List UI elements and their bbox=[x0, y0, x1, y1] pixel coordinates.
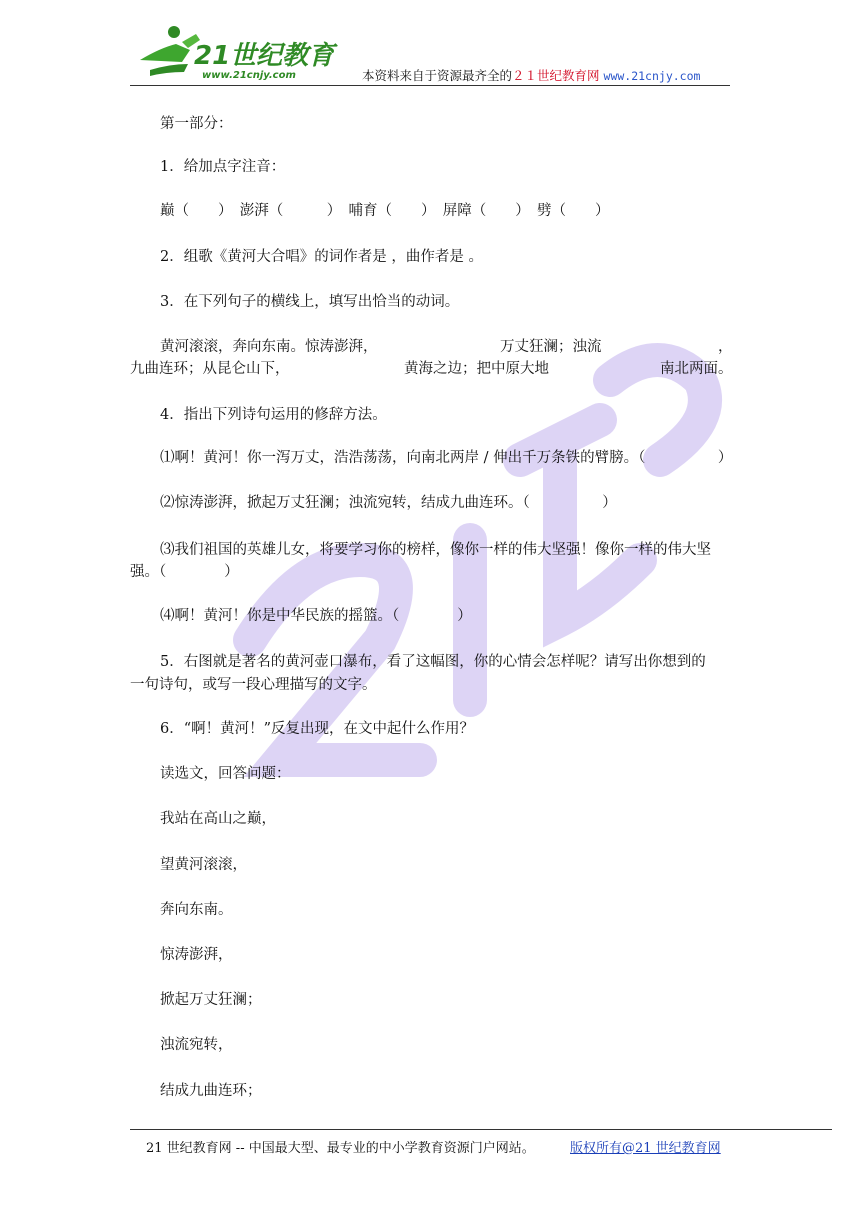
question-4-item-1: ⑴啊！黄河！你一泻万丈，浩浩荡荡，向南北两岸 / 伸出千万条铁的臂膀。（ ） bbox=[160, 450, 733, 466]
logo-text: 21世纪教育 bbox=[194, 41, 335, 71]
page-footer bbox=[146, 1137, 721, 1156]
poem-line: 结成九曲连环； bbox=[160, 1083, 262, 1099]
question-4-item-3b: 强。（ ） bbox=[130, 564, 239, 580]
question-5b: 一句诗句，或写一段心理描写的文字。 bbox=[130, 677, 377, 693]
question-3-sentence-b1: 九曲连环；从昆仑山下， bbox=[130, 361, 290, 377]
part-heading: 第一部分： bbox=[160, 116, 233, 132]
question-4: 4．指出下列诗句运用的修辞方法。 bbox=[160, 407, 387, 423]
footer-divider bbox=[130, 1129, 832, 1130]
question-5a: 5．右图就是著名的黄河壶口瀑布，看了这幅图，你的心情会怎样呢？请写出你想到的 bbox=[160, 654, 706, 670]
poem-line: 我站在高山之巅， bbox=[160, 811, 276, 827]
poem-line: 浊流宛转， bbox=[160, 1037, 233, 1053]
question-3-sentence-a2: 万丈狂澜；浊流 bbox=[500, 339, 602, 355]
footer-text: 21 世纪教育网 -- 中国最大型、最专业的中小学教育资源门户网站。 bbox=[146, 1141, 535, 1156]
question-3-sentence-b3: 南北两面。 bbox=[660, 361, 733, 377]
question-4-item-4: ⑷啊！黄河！你是中华民族的摇篮。（ ） bbox=[160, 608, 472, 624]
header-note-brand: ２１世纪教育网 bbox=[512, 68, 600, 83]
copyright-link[interactable]: 版权所有@21 世纪教育网 bbox=[570, 1141, 721, 1156]
header-note-url[interactable]: www.21cnjy.com bbox=[603, 69, 701, 83]
logo bbox=[130, 20, 340, 84]
question-3-sentence-a3: ， bbox=[718, 339, 733, 355]
question-4-item-2: ⑵惊涛澎湃，掀起万丈狂澜；浊流宛转，结成九曲连环。（ ） bbox=[160, 495, 617, 511]
reading-prompt: 读选文，回答问题： bbox=[160, 766, 291, 782]
question-3-sentence-a1: 黄河滚滚，奔向东南。惊涛澎湃， bbox=[160, 339, 378, 355]
page-header bbox=[130, 20, 730, 86]
question-3: 3．在下列句子的横线上，填写出恰当的动词。 bbox=[160, 294, 460, 310]
header-divider bbox=[130, 85, 730, 86]
question-4-item-3a: ⑶我们祖国的英雄儿女，将要学习你的榜样，像你一样的伟大坚强！像你一样的伟大坚 bbox=[160, 542, 711, 558]
header-note-prefix: 本资料来自于资源最齐全的 bbox=[362, 68, 513, 83]
question-6: 6．“啊！黄河！”反复出现，在文中起什么作用？ bbox=[160, 721, 475, 737]
header-note bbox=[362, 66, 700, 84]
poem-line: 奔向东南。 bbox=[160, 902, 233, 918]
question-2: 2．组歌《黄河大合唱》的词作者是 ，曲作者是 。 bbox=[160, 249, 483, 265]
poem-line: 掀起万丈狂澜； bbox=[160, 992, 262, 1008]
question-3-sentence-b2: 黄海之边；把中原大地 bbox=[404, 361, 549, 377]
question-1: 1．给加点字注音： bbox=[160, 159, 286, 175]
poem-line: 望黄河滚滚， bbox=[160, 857, 247, 873]
poem-line: 惊涛澎湃， bbox=[160, 947, 233, 963]
logo-url: www.21cnjy.com bbox=[202, 70, 296, 81]
question-1-words: 巅（ ） 澎湃（ ） 哺育（ ） 屏障（ ） 劈（ ） bbox=[160, 203, 610, 219]
